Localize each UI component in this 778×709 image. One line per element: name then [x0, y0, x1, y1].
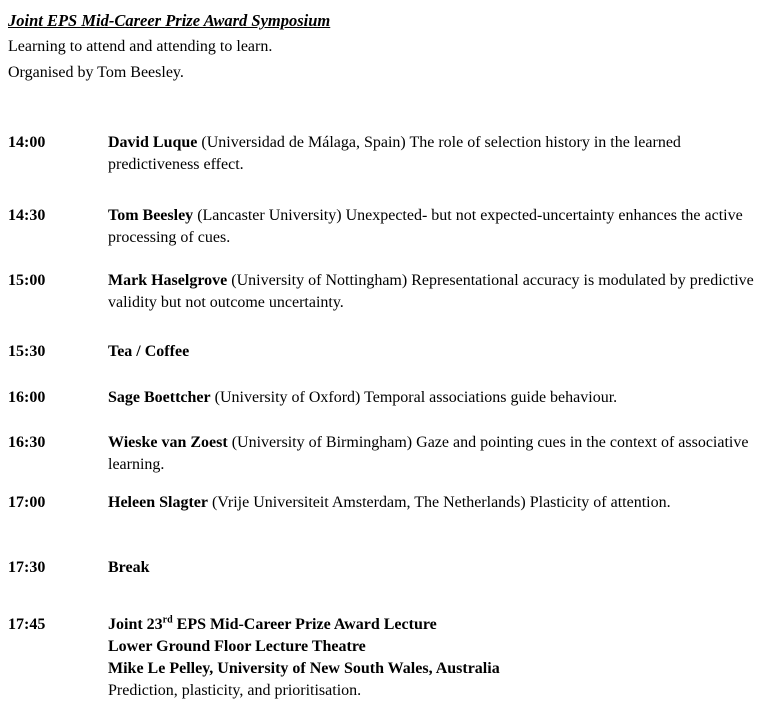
- text-segment: (Lancaster University) Unexpected- but not expected-uncertainty enhances the active processing of cues.: [108, 207, 743, 246]
- session-row: [8, 341, 770, 363]
- bold-text-segment: Mark Haselgrove: [108, 272, 228, 289]
- text-segment: Prediction, plasticity, and prioritisation.: [108, 682, 362, 699]
- bold-text-segment: Lower Ground Floor Lecture Theatre: [108, 638, 366, 655]
- session-content: [108, 387, 754, 409]
- session-time: 15:30: [8, 343, 46, 360]
- bold-text-segment: Tom Beesley: [108, 207, 194, 224]
- bold-text-segment: EPS Mid-Career Prize Award Lecture: [172, 616, 437, 633]
- session-line: [108, 658, 754, 680]
- session-line: [108, 205, 754, 249]
- session-line: [108, 680, 754, 702]
- text-segment: (University of Oxford) Temporal associations guide behaviour.: [210, 389, 618, 406]
- bold-text-segment: Mike Le Pelley, University of New South Wales, Australia: [108, 660, 500, 677]
- session-content: [108, 270, 754, 314]
- bold-text-segment: Break: [108, 559, 150, 576]
- organiser-line: Organised by Tom Beesley.: [8, 64, 184, 81]
- text-segment: (Universidad de Málaga, Spain) The role of selection history in the learned predictiveness effect.: [108, 134, 681, 173]
- session-time: 17:30: [8, 559, 46, 576]
- session-row: [8, 132, 770, 176]
- session-time: 16:00: [8, 389, 46, 406]
- session-line: [108, 614, 754, 636]
- text-segment: (Vrije Universiteit Amsterdam, The Netherlands) Plasticity of attention.: [207, 494, 671, 511]
- bold-text-segment: David Luque: [108, 134, 198, 151]
- bold-text-segment: Wieske van Zoest: [108, 434, 228, 451]
- session-row: [8, 432, 770, 476]
- session-row: [8, 557, 770, 579]
- session-time: 14:00: [8, 134, 46, 151]
- session-content: [108, 132, 754, 176]
- session-time: 16:30: [8, 434, 46, 451]
- session-time: 15:00: [8, 272, 46, 289]
- session-line: [108, 387, 754, 409]
- symposium-subtitle: Learning to attend and attending to learn.: [8, 38, 273, 55]
- session-content: [108, 614, 754, 702]
- session-line: [108, 341, 754, 363]
- session-content: [108, 341, 754, 363]
- session-row: [8, 387, 770, 409]
- bold-text-segment: Heleen Slagter: [108, 494, 208, 511]
- session-list: [8, 132, 770, 702]
- document-title: Joint EPS Mid-Career Prize Award Symposium: [8, 11, 331, 30]
- session-content: [108, 492, 754, 514]
- text-segment: (University of Birmingham) Gaze and pointing cues in the context of associative learning.: [108, 434, 749, 473]
- session-line: [108, 132, 754, 176]
- bold-text-segment: Sage Boettcher: [108, 389, 211, 406]
- session-time: 17:45: [8, 616, 46, 633]
- session-time: 14:30: [8, 207, 46, 224]
- text-segment: (University of Nottingham) Representational accuracy is modulated by predictive validity but not outcome uncertainty.: [108, 272, 754, 311]
- session-content: [108, 432, 754, 476]
- session-content: [108, 205, 754, 249]
- session-time: 17:00: [8, 494, 46, 511]
- session-row: [8, 205, 770, 249]
- bold-text-segment: Joint 23: [108, 616, 163, 633]
- session-line: [108, 492, 754, 514]
- session-row: [8, 492, 770, 514]
- session-row: [8, 270, 770, 314]
- session-line: [108, 557, 754, 579]
- bold-text-segment: Tea / Coffee: [108, 343, 190, 360]
- session-line: [108, 432, 754, 476]
- session-line: [108, 636, 754, 658]
- session-line: [108, 270, 754, 314]
- session-content: [108, 557, 754, 579]
- bold-text-segment: rd: [162, 614, 173, 626]
- session-row: [8, 614, 770, 702]
